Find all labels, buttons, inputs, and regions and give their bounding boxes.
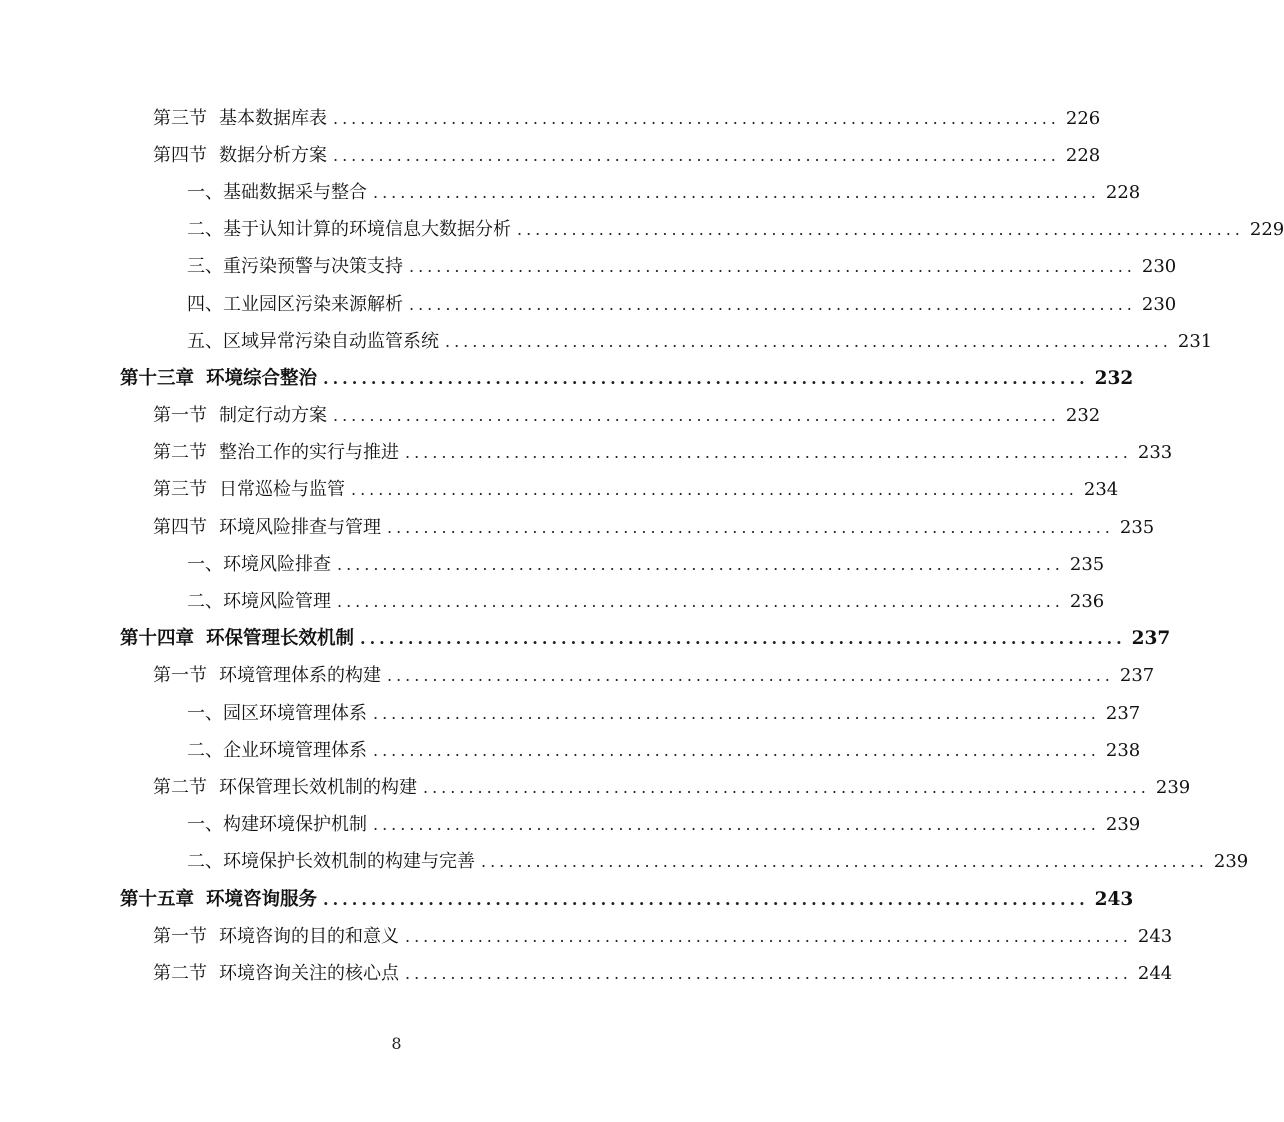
- toc-entry-title: [153, 665, 381, 687]
- toc-entry-text: 工业园区污染来源解析: [223, 293, 403, 315]
- toc-entry-text: 重污染预警与决策支持: [223, 256, 403, 278]
- toc-entry-title: [187, 331, 439, 353]
- toc-entry-page: 236: [1069, 591, 1105, 613]
- toc-entry-text: 环境综合整治: [206, 367, 318, 389]
- toc-entry-prefix: 三、: [187, 256, 223, 278]
- dot-leader: ................................................................................: [387, 517, 1114, 537]
- toc-entry-prefix: 第三节: [153, 107, 207, 129]
- toc-entry-prefix: 五、: [187, 330, 223, 352]
- toc-entry-page: 243: [1137, 925, 1173, 947]
- dot-leader: ................................................................................: [323, 889, 1089, 909]
- toc-entry[interactable]: [0, 509, 1155, 546]
- page-number: 8: [391, 1034, 402, 1053]
- toc-entry-page: 239: [1213, 851, 1249, 873]
- toc-entry[interactable]: [0, 658, 1155, 695]
- toc-entry-page: 231: [1177, 330, 1213, 352]
- dot-leader: ................................................................................: [323, 368, 1089, 388]
- toc-entry-text: 环境风险管理: [223, 591, 331, 613]
- toc-entry-title: [153, 145, 327, 167]
- toc-entry-page: 238: [1105, 739, 1141, 761]
- toc-entry[interactable]: [0, 546, 1105, 583]
- toc-entry-text: 数据分析方案: [219, 144, 327, 166]
- dot-leader: ................................................................................: [517, 220, 1244, 240]
- toc-entry-text: 环境保护长效机制的构建与完善: [223, 851, 475, 873]
- toc-entry-text: 基本数据库表: [219, 107, 327, 129]
- toc-entry-page: 228: [1105, 181, 1141, 203]
- toc-entry-page: 232: [1094, 367, 1134, 389]
- dot-leader: ................................................................................: [373, 740, 1100, 760]
- dot-leader: ................................................................................: [373, 182, 1100, 202]
- dot-leader: ................................................................................: [423, 777, 1150, 797]
- toc-entry-prefix: 一、: [187, 181, 223, 203]
- toc-entry-page: 237: [1131, 628, 1171, 650]
- toc-entry-text: 环境咨询的目的和意义: [219, 925, 399, 947]
- toc-entry[interactable]: [0, 212, 1284, 249]
- toc-entry-page: 239: [1105, 814, 1141, 836]
- toc-entry-title: [153, 442, 399, 464]
- toc-entry-page: 243: [1094, 888, 1134, 910]
- toc-entry-text: 基础数据采与整合: [223, 181, 367, 203]
- toc-entry-page: 232: [1065, 405, 1101, 427]
- dot-leader: ................................................................................: [405, 926, 1132, 946]
- toc-entry-text: 环保管理长效机制: [206, 628, 355, 650]
- toc-entry-prefix: 一、: [187, 814, 223, 836]
- toc-entry-prefix: 第一节: [153, 665, 207, 687]
- toc-entry[interactable]: [0, 807, 1141, 844]
- toc-entry[interactable]: [0, 955, 1173, 992]
- toc-chapter-entry[interactable]: [0, 621, 1171, 658]
- dot-leader: ................................................................................: [445, 331, 1172, 351]
- toc-entry-prefix: 第二节: [153, 776, 207, 798]
- toc-entry-prefix: 二、: [187, 851, 223, 873]
- dot-leader: ................................................................................: [333, 406, 1060, 426]
- toc-entry[interactable]: [0, 398, 1101, 435]
- toc-entry-prefix: 第二节: [153, 442, 207, 464]
- toc-entry-prefix: 第四节: [153, 516, 207, 538]
- dot-leader: ................................................................................: [481, 852, 1208, 872]
- toc-entry-page: 235: [1119, 516, 1155, 538]
- toc-entry-text: 环境管理体系的构建: [219, 665, 381, 687]
- dot-leader: ................................................................................: [333, 145, 1060, 165]
- toc-entry-page: 235: [1069, 553, 1105, 575]
- toc-entry-prefix: 一、: [187, 553, 223, 575]
- toc-entry-text: 区域异常污染自动监管系统: [223, 330, 439, 352]
- toc-entry-title: [187, 591, 331, 613]
- toc-entry-text: 环保管理长效机制的构建: [219, 776, 417, 798]
- toc-entry-text: 环境咨询关注的核心点: [219, 962, 399, 984]
- toc-entry[interactable]: [0, 435, 1173, 472]
- toc-entry-text: 整治工作的实行与推进: [219, 442, 399, 464]
- toc-entry-page: 229: [1249, 219, 1284, 241]
- toc-entry-title: [187, 554, 331, 576]
- toc-entry-page: 244: [1137, 962, 1173, 984]
- toc-entry[interactable]: [0, 732, 1141, 769]
- toc-entry[interactable]: [0, 249, 1177, 286]
- toc-entry-prefix: 二、: [187, 219, 223, 241]
- toc-entry[interactable]: [0, 174, 1141, 211]
- toc-entry-title: [153, 405, 327, 427]
- toc-entry-title: [153, 926, 399, 948]
- toc-entry-title: [153, 108, 327, 130]
- toc-entry[interactable]: [0, 695, 1141, 732]
- toc-entry[interactable]: [0, 918, 1173, 955]
- toc-chapter-entry[interactable]: [0, 881, 1134, 918]
- toc-entry-prefix: 第十三章: [120, 367, 195, 389]
- toc-entry-prefix: 第二节: [153, 962, 207, 984]
- toc-entry-text: 日常巡检与监管: [219, 479, 345, 501]
- toc-entry-page: 239: [1155, 776, 1191, 798]
- dot-leader: ................................................................................: [337, 554, 1064, 574]
- toc-entry-text: 基于认知计算的环境信息大数据分析: [223, 219, 511, 241]
- toc-entry-prefix: 二、: [187, 739, 223, 761]
- toc-entry-page: 226: [1065, 107, 1101, 129]
- toc-entry-text: 环境咨询服务: [206, 888, 318, 910]
- toc-entry-page: 233: [1137, 442, 1173, 464]
- toc-entry[interactable]: [0, 323, 1213, 360]
- toc-entry[interactable]: [0, 100, 1101, 137]
- toc-entry-prefix: 二、: [187, 591, 223, 613]
- dot-leader: ................................................................................: [409, 294, 1136, 314]
- toc-entry-title: [187, 256, 403, 278]
- toc-entry-text: 环境风险排查与管理: [219, 516, 381, 538]
- toc-entry-title: [153, 777, 417, 799]
- toc-entry-title: [187, 851, 475, 873]
- toc-entry-title: [153, 479, 345, 501]
- toc-entry[interactable]: [0, 844, 1249, 881]
- dot-leader: ................................................................................: [409, 257, 1136, 277]
- dot-leader: ................................................................................: [360, 629, 1126, 649]
- dot-leader: ................................................................................: [373, 815, 1100, 835]
- toc-entry-page: 228: [1065, 144, 1101, 166]
- toc-entry-page: 230: [1141, 293, 1177, 315]
- toc-entry-prefix: 第十五章: [120, 888, 195, 910]
- toc-entry-prefix: 第四节: [153, 144, 207, 166]
- toc-entry-title: [187, 740, 367, 762]
- toc-entry-title: [187, 219, 511, 241]
- dot-leader: ................................................................................: [351, 480, 1078, 500]
- toc-entry-title: [153, 517, 381, 539]
- toc-entry[interactable]: [0, 286, 1177, 323]
- toc-chapter-entry[interactable]: [0, 360, 1134, 397]
- toc-entry-prefix: 四、: [187, 293, 223, 315]
- dot-leader: ................................................................................: [373, 703, 1100, 723]
- toc-entry-page: 230: [1141, 256, 1177, 278]
- toc-entry-title: [120, 368, 317, 390]
- toc-entry-page: 237: [1119, 665, 1155, 687]
- toc-entry-prefix: 一、: [187, 702, 223, 724]
- toc-entry-prefix: 第十四章: [120, 628, 195, 650]
- toc-entry[interactable]: [0, 583, 1105, 620]
- toc-entry-prefix: 第三节: [153, 479, 207, 501]
- toc-entry[interactable]: [0, 472, 1119, 509]
- toc-entry-title: [187, 814, 367, 836]
- toc-entry-title: [120, 889, 317, 911]
- toc-entry-title: [187, 703, 367, 725]
- toc-entry-page: 237: [1105, 702, 1141, 724]
- toc-entry-page: 234: [1083, 479, 1119, 501]
- toc-entry[interactable]: [0, 769, 1191, 806]
- toc-entry-text: 企业环境管理体系: [223, 739, 367, 761]
- toc-entry-text: 园区环境管理体系: [223, 702, 367, 724]
- toc-entry-text: 环境风险排查: [223, 553, 331, 575]
- dot-leader: ................................................................................: [333, 108, 1060, 128]
- table-of-contents: [0, 100, 1284, 993]
- toc-entry-text: 制定行动方案: [219, 405, 327, 427]
- toc-entry-title: [153, 963, 399, 985]
- toc-entry-prefix: 第一节: [153, 405, 207, 427]
- toc-entry-title: [120, 628, 354, 650]
- dot-leader: ................................................................................: [405, 963, 1132, 983]
- toc-entry-title: [187, 182, 367, 204]
- dot-leader: ................................................................................: [405, 443, 1132, 463]
- toc-entry-text: 构建环境保护机制: [223, 814, 367, 836]
- dot-leader: ................................................................................: [387, 666, 1114, 686]
- toc-entry-title: [187, 294, 403, 316]
- toc-entry[interactable]: [0, 137, 1101, 174]
- dot-leader: ................................................................................: [337, 592, 1064, 612]
- toc-entry-prefix: 第一节: [153, 925, 207, 947]
